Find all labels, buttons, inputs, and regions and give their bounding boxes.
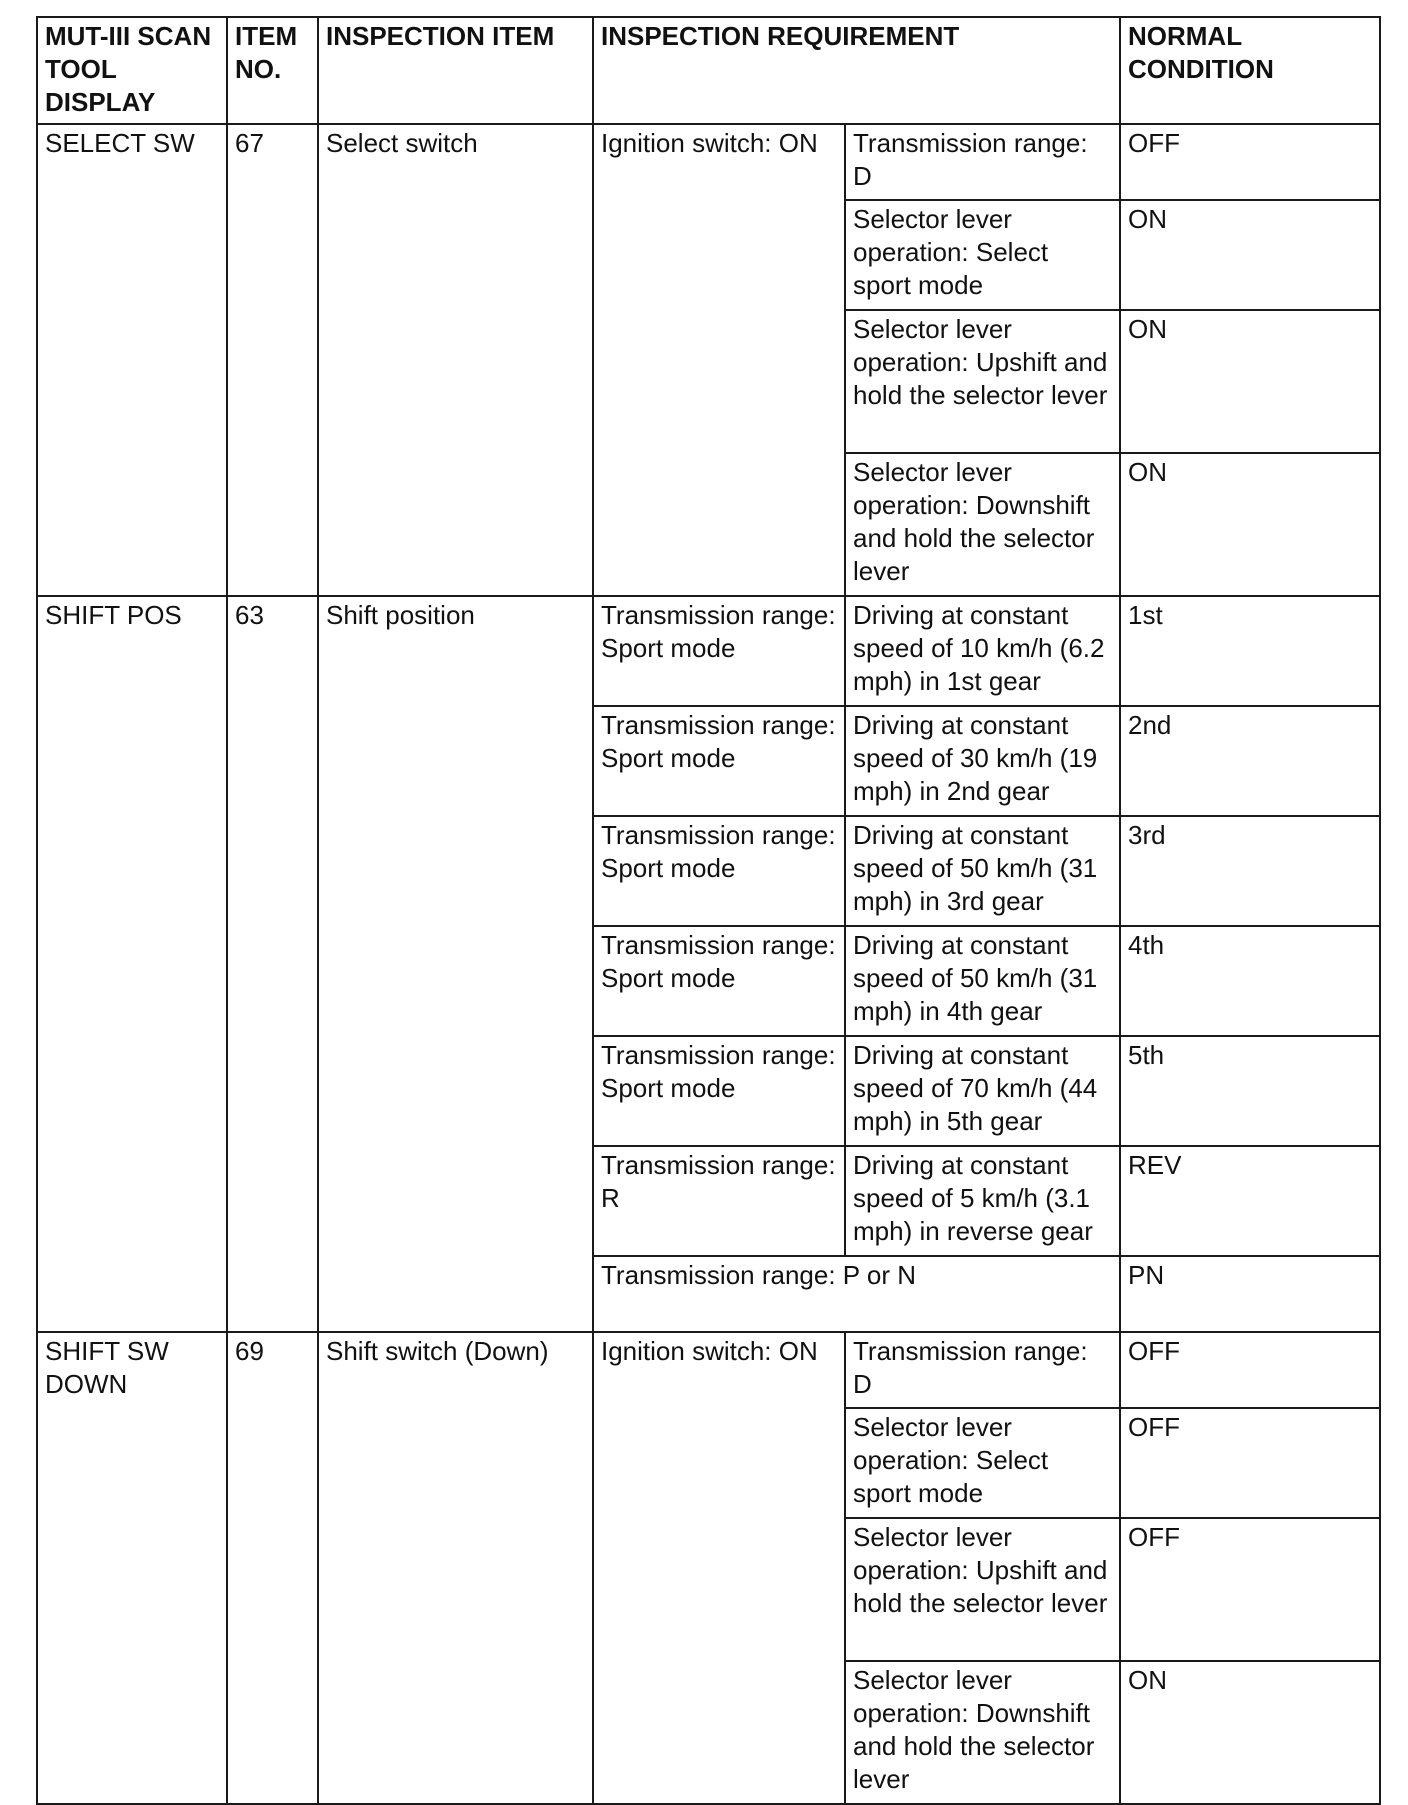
inspection-item-cell: Shift switch (Down) (318, 1332, 593, 1804)
normal-condition-cell: 4th (1120, 926, 1380, 1036)
requirement-cell: Selector lever operation: Select sport mode (845, 1408, 1120, 1518)
item-no-cell: 67 (227, 124, 318, 596)
normal-condition-cell: 3rd (1120, 816, 1380, 926)
table-row (37, 124, 1380, 200)
normal-condition-cell: ON (1120, 200, 1380, 310)
requirement-condition-cell: Transmission range: R (593, 1146, 845, 1256)
header-item-no: ITEM NO. (227, 17, 318, 124)
requirement-cell: Transmission range: D (845, 124, 1120, 200)
requirement-condition-cell: Ignition switch: ON (593, 1332, 845, 1804)
normal-condition-cell: 2nd (1120, 706, 1380, 816)
normal-condition-cell: ON (1120, 310, 1380, 453)
requirement-cell: Selector lever operation: Downshift and hold the selector lever (845, 1661, 1120, 1804)
requirement-cell: Selector lever operation: Select sport mode (845, 200, 1120, 310)
normal-condition-cell: OFF (1120, 1408, 1380, 1518)
header-row (37, 17, 1380, 124)
inspection-table (36, 16, 1381, 1805)
requirement-condition-cell: Ignition switch: ON (593, 124, 845, 596)
inspection-item-cell: Select switch (318, 124, 593, 596)
requirement-cell: Driving at constant speed of 50 km/h (31 mph) in 3rd gear (845, 816, 1120, 926)
header-inspection-item: INSPECTION ITEM (318, 17, 593, 124)
header-display: MUT-III SCAN TOOL DISPLAY (37, 17, 227, 124)
normal-condition-cell: ON (1120, 453, 1380, 596)
scan-tool-display-cell: SELECT SW (37, 124, 227, 596)
normal-condition-cell: OFF (1120, 124, 1380, 200)
header-inspection-requirement: INSPECTION REQUIREMENT (593, 17, 1120, 124)
normal-condition-cell: REV (1120, 1146, 1380, 1256)
item-no-cell: 63 (227, 596, 318, 1332)
requirement-condition-cell: Transmission range: P or N (593, 1256, 1120, 1332)
requirement-cell: Selector lever operation: Downshift and hold the selector lever (845, 453, 1120, 596)
normal-condition-cell: PN (1120, 1256, 1380, 1332)
requirement-cell: Selector lever operation: Upshift and hold the selector lever (845, 1518, 1120, 1661)
requirement-cell: Driving at constant speed of 10 km/h (6.2 mph) in 1st gear (845, 596, 1120, 706)
normal-condition-cell: ON (1120, 1661, 1380, 1804)
requirement-condition-cell: Transmission range: Sport mode (593, 596, 845, 706)
table-row (37, 1332, 1380, 1408)
requirement-condition-cell: Transmission range: Sport mode (593, 816, 845, 926)
inspection-item-cell: Shift position (318, 596, 593, 1332)
requirement-condition-cell: Transmission range: Sport mode (593, 1036, 845, 1146)
normal-condition-cell: 5th (1120, 1036, 1380, 1146)
requirement-cell: Selector lever operation: Upshift and hold the selector lever (845, 310, 1120, 453)
scan-tool-display-cell: SHIFT SW DOWN (37, 1332, 227, 1804)
normal-condition-cell: 1st (1120, 596, 1380, 706)
requirement-condition-cell: Transmission range: Sport mode (593, 926, 845, 1036)
requirement-cell: Driving at constant speed of 5 km/h (3.1 mph) in reverse gear (845, 1146, 1120, 1256)
requirement-cell: Transmission range: D (845, 1332, 1120, 1408)
normal-condition-cell: OFF (1120, 1518, 1380, 1661)
requirement-cell: Driving at constant speed of 30 km/h (19 mph) in 2nd gear (845, 706, 1120, 816)
item-no-cell: 69 (227, 1332, 318, 1804)
requirement-condition-cell: Transmission range: Sport mode (593, 706, 845, 816)
table-row (37, 596, 1380, 706)
requirement-cell: Driving at constant speed of 70 km/h (44 mph) in 5th gear (845, 1036, 1120, 1146)
requirement-cell: Driving at constant speed of 50 km/h (31 mph) in 4th gear (845, 926, 1120, 1036)
header-normal-condition: NORMAL CONDITION (1120, 17, 1380, 124)
scan-tool-display-cell: SHIFT POS (37, 596, 227, 1332)
normal-condition-cell: OFF (1120, 1332, 1380, 1408)
